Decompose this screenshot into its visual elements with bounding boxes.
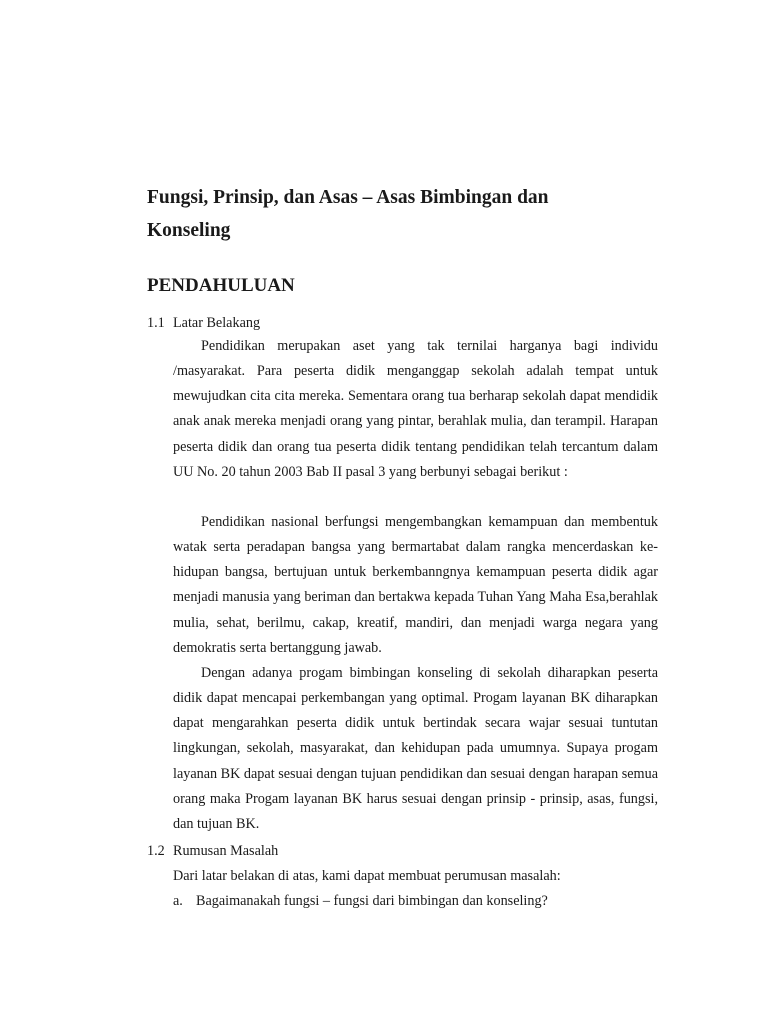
subsection-number: 1.1 xyxy=(147,315,165,331)
paragraph-latar-belakang-2: Pendidikan nasional berfungsi mengembangkan kemampuan dan membentuk watak serta peradapan bangsa yang bermartabat dalam rangka mencerdaskan ke-hidupan bangsa, bertujuan untuk berkembanngnya kemampuan peserta didik agar menjadi manusia yang beriman dan bertakwa kepada Tuhan Yang Maha Esa,berahlak mulia, sehat, berilmu, cakap, kreatif, mandiri, dan menjadi warga negara yang demokratis serta bertanggung jawab. xyxy=(173,514,658,656)
list-item-text: Bagaimanakah fungsi – fungsi dari bimbingan dan konseling? xyxy=(196,893,548,909)
subsection-number: 1.2 xyxy=(147,843,165,859)
subsection-label: Latar Belakang xyxy=(173,315,261,331)
list-item-marker: a. xyxy=(173,893,183,909)
list-item xyxy=(173,891,548,911)
subsection-label: Rumusan Masalah xyxy=(173,843,279,859)
paragraph-latar-belakang-1: Pendidikan merupakan aset yang tak ternilai harganya bagi individu /masyarakat. Para peserta didik menganggap sekolah adalah tempat untuk mewujudkan cita cita mereka. Sementara orang tua berharap sekolah dapat mendidik anak anak mereka menjadi orang yang pintar, berahlak mulia, dan terampil. Harapan peserta didik dan orang tua peserta didik tentang pendidikan telah tercantum dalam UU No. 20 tahun 2003 Bab II pasal 3 yang berbunyi sebagai berikut : xyxy=(173,338,658,480)
rumusan-intro: Dari latar belakan di atas, kami dapat membuat perumusan masalah: xyxy=(173,868,561,884)
subsection-heading-latar-belakang xyxy=(147,313,260,333)
document-title: Fungsi, Prinsip, dan Asas – Asas Bimbingan dan Konseling xyxy=(147,187,549,241)
section-heading-pendahuluan: PENDAHULUAN xyxy=(147,275,295,296)
subsection-heading-rumusan-masalah xyxy=(147,841,278,861)
paragraph-latar-belakang-3: Dengan adanya progam bimbingan konseling di sekolah diharapkan peserta didik dapat mencapai perkembangan yang optimal. Progam layanan BK diharapkan dapat mengarahkan peserta didik untuk bertindak secara wajar sesuai tuntutan lingkungan, sekolah, masyarakat, dan kehidupan pada umumnya. Supaya progam layanan BK dapat sesuai dengan tujuan pendidikan dan sesuai dengan harapan semua orang maka Progam layanan BK harus sesuai dengan prinsip - prinsip, asas, fungsi, dan tujuan BK. xyxy=(173,665,658,832)
